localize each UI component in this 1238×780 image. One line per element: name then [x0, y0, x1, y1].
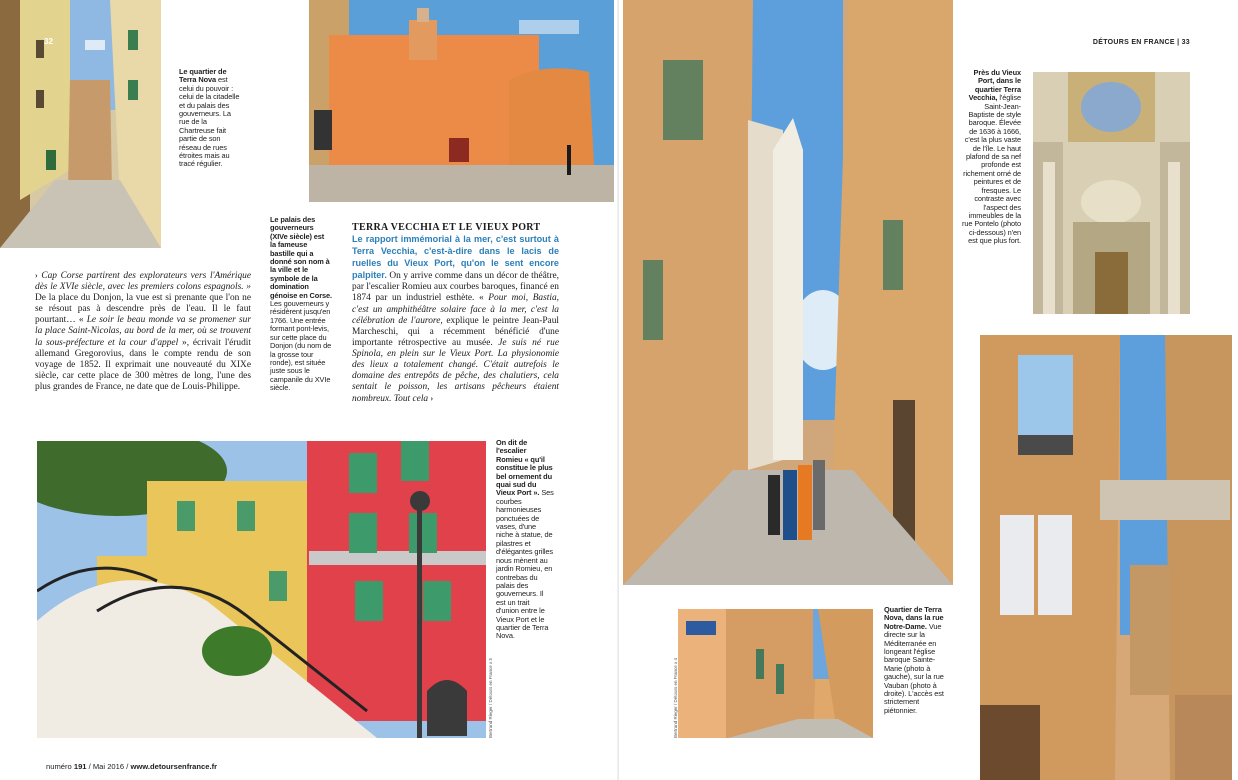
caption-terra-nova-text: est celui du pouvoir : celui de la citadelle et du palais des gouverneurs. La rue de la Chartreuse fait partie de son réseau de rues étroites mais au tracé régulier.	[179, 75, 240, 169]
section-lead: Le rapport immémorial à la mer, c'est surtout à Terra Vecchia, c'est-à-dire dans le lacis de ruelles du Vieux Port, qu'on le sent encore palpiter.	[352, 234, 559, 281]
caption-palais-title: Le palais des gouverneurs (XIVe siècle) est la fameuse bastille qui a donné son nom à la ville et le symbole de la domination génoise en Corse.	[270, 215, 332, 300]
caption-vieux-port-text: l'église Saint-Jean-Baptiste de style baroque. Élevée de 1636 à 1666, c'est la plus vaste de l'île. Le haut plafond de sa nef profonde est richement orné de peintures et de fresques. Le contraste avec l'aspect des immeubles de la rue Pontelo (photo ci-dessous) n'en est que plus fort.	[961, 93, 1021, 246]
caption-escalier-title: On dit de l'escalier Romieu « qu'il constitue le plus bel ornement du quai sud du Vieux Port ».	[496, 438, 553, 498]
footer	[46, 762, 217, 771]
photo-terra-nova-street	[0, 0, 161, 248]
section-italic-2: Je suis né rue Spinola, en plein sur le Vieux Port. La physionomie des lieux a totalement changé. C'était autrefois le domaine des entrepôts de pêche, des chalutiers, cela sentait le poisson, les artisans pêcheurs étaient nombreux. Tout cela	[352, 337, 560, 405]
photo-rue-terra-vecchia	[623, 0, 953, 585]
photo-escalier-romieu	[37, 441, 486, 738]
section-body	[352, 234, 559, 405]
photo-rue-pontelo	[980, 335, 1232, 780]
running-head: DÉTOURS EN FRANCE | 33	[1092, 39, 1190, 46]
body-text-2: », écrivait l'érudit allemand Gregorovius, dans le compte rendu de son voyage de 1852. Il exprimait une nouveauté du XIXe siècle, car cette place de 300 mètres de long, l'une des plus grandes de France, ne date que de Louis-Philippe.	[35, 337, 251, 392]
caption-vieux-port-title: Près du Vieux Port, dans le quartier Terra Vecchia,	[968, 68, 1021, 103]
body-italic-1: Cap Corse partirent des explorateurs vers l'Amérique dès le XVIe siècle, avec les premiers colons espagnols. »	[35, 271, 252, 293]
caption-escalier	[496, 439, 554, 641]
caption-notre-dame	[884, 606, 946, 715]
caption-notre-dame-title: Quartier de Terra Nova, dans la rue Notre-Dame.	[884, 605, 944, 631]
footer-website[interactable]: www.detoursenfrance.fr	[130, 762, 218, 771]
caption-terra-nova-title: Le quartier de Terra Nova	[179, 67, 227, 85]
right-page	[619, 0, 1238, 780]
caption-escalier-text: Ses courbes harmonieuses ponctuées de vases, d'une niche à statue, de pilastres et d'élégantes grilles nous mènent au jardin Romieu, en contrebas du palais des gouverneurs. Il est un trait d'union entre le Vieux Port et le quartier de Terra Nova.	[496, 488, 554, 641]
photo-credit-right: Bertrand Rieger / Détours en France x 4	[673, 657, 678, 738]
running-head-title: DÉTOURS EN FRANCE	[1092, 39, 1175, 46]
body-italic-2: Le soir le beau monde va se promener sur la place Saint-Nicolas, au bord de la mer, où se trouvent la sous-préfecture et la cour d'appel	[35, 315, 251, 348]
continued-arrow-icon: ›	[35, 271, 38, 280]
footer-date: / Mai 2016 /	[86, 762, 131, 771]
photo-palais-gouverneurs	[309, 0, 614, 202]
footer-issue-label: numéro	[46, 762, 74, 771]
page-number-right: 33	[1181, 39, 1190, 46]
caption-terra-nova	[179, 68, 241, 169]
photo-eglise-saint-jean-baptiste	[1033, 72, 1190, 314]
section-title: TERRA VECCHIA ET LE VIEUX PORT	[352, 222, 541, 233]
footer-issue-number: 191	[73, 762, 87, 771]
caption-notre-dame-text: Vue directe sur la Méditerranée en longeant l'église baroque Sainte-Marie (photo à gauche), sur la rue Vauban (photo à droite). L'accès est strictement piétonnier.	[884, 621, 944, 715]
section-text-2: explique le peintre Jean-Paul Marcheschi, qui a récemment bénéficié d'une importante rétrospective au musée.	[352, 315, 559, 348]
body-text-continued	[35, 270, 251, 393]
page-number-left: 32	[44, 37, 53, 46]
body-text-1: De la place du Donjon, la vue est si prenante que l'on ne se résout pas à descendre près de l'eau. Il le faut pourtant… «	[35, 293, 251, 326]
caption-vieux-port	[959, 69, 1021, 246]
photo-rue-notre-dame	[678, 609, 873, 738]
section-text-1: On y arrive comme dans un décor de théâtre, par l'escalier Romieu aux courbes baroques, financé en 1874 par un industriel esthète. «	[352, 271, 559, 304]
photo-credit-left: Bertrand Rieger / Détours en France x 5	[488, 657, 493, 738]
section-italic-1: Pour moi, Bastia, c'est un amphithéâtre solaire face à la mer, c'est la célébration de l'aurore,	[352, 293, 559, 326]
next-page-arrow-icon: ›	[430, 394, 434, 404]
caption-palais-text: Les gouverneurs y résidèrent jusqu'en 1766. Une entrée formant pont-levis, sur cette place du Donjon (du nom de la grosse tour ronde), est située juste sous le campanile du XVIe siècle.	[270, 299, 332, 393]
caption-palais	[270, 216, 332, 393]
